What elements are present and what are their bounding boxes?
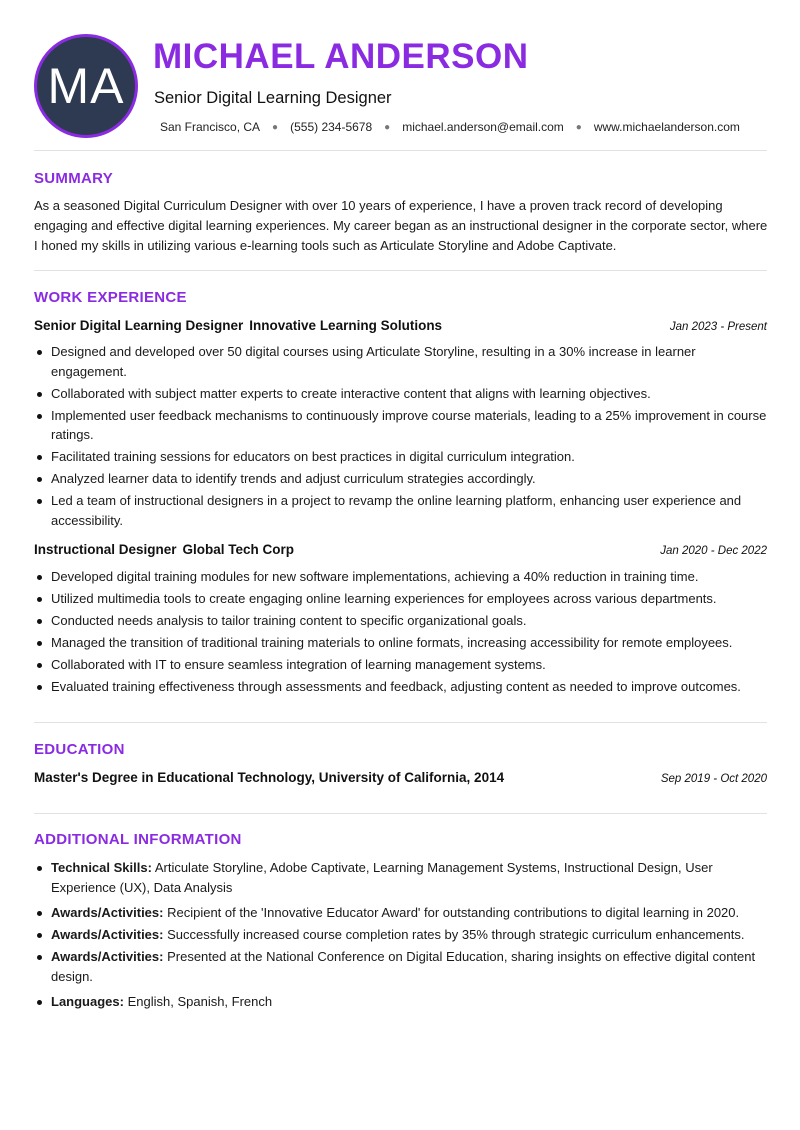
item-text: English, Spanish, French [127, 994, 273, 1009]
list-item [34, 925, 769, 945]
job-role: Instructional Designer [34, 542, 177, 557]
education-dates: Sep 2019 - Oct 2020 [660, 773, 767, 785]
bullet-separator-icon: ● [384, 121, 391, 133]
summary-text: As a seasoned Digital Curriculum Designer with over 10 years of experience, I have a proven track record of developing engaging and effective digital learning experiences. My career began as an instructional designer in the corporate sector, where I honed my skills in utilizing various e-learning tools such as Articulate Storyline and Adobe Captivate. [34, 198, 768, 253]
contact-line [160, 120, 740, 134]
item-text: Successfully increased course completion rates by 35% through strategic curriculum enhancements. [167, 927, 745, 942]
list-item [34, 992, 769, 1012]
list-item: Conducted needs analysis to tailor training content to specific organizational goals. [34, 611, 769, 631]
education-entry [34, 770, 767, 785]
additional-info-heading: ADDITIONAL INFORMATION [34, 831, 242, 848]
list-item: Collaborated with IT to ensure seamless integration of learning management systems. [34, 655, 769, 675]
list-item [34, 947, 769, 986]
list-item: Led a team of instructional designers in a project to revamp the online learning platform, enhancing user experience and accessibility. [34, 491, 769, 530]
education-heading: EDUCATION [34, 741, 125, 758]
job-header [34, 318, 767, 333]
list-item: Analyzed learner data to identify trends and adjust curriculum strategies accordingly. [34, 469, 769, 489]
section-divider [34, 813, 767, 814]
work-experience-heading: WORK EXPERIENCE [34, 289, 187, 306]
education-degree: Master's Degree in Educational Technology, University of California, 2014 [34, 770, 505, 785]
item-text: Articulate Storyline, Adobe Captivate, Learning Management Systems, Instructional Design, User Experience (UX), Data Analysis [51, 860, 713, 895]
list-item: Managed the transition of traditional training materials to online formats, increasing accessibility for remote employees. [34, 633, 769, 653]
candidate-title: Senior Digital Learning Designer [154, 89, 392, 107]
list-item: Collaborated with subject matter experts to create interactive content that aligns with learning objectives. [34, 384, 769, 404]
item-label: Awards/Activities: [51, 905, 164, 920]
list-item: Developed digital training modules for new software implementations, achieving a 40% reduction in training time. [34, 567, 769, 587]
job-bullet-list [34, 342, 769, 533]
item-text: Recipient of the 'Innovative Educator Award' for outstanding contributions to digital learning in 2020. [167, 905, 740, 920]
bullet-separator-icon: ● [575, 121, 582, 133]
list-item: Implemented user feedback mechanisms to continuously improve course materials, leading to a 25% improvement in course ratings. [34, 406, 769, 445]
job-role: Senior Digital Learning Designer [34, 318, 244, 333]
list-item: Designed and developed over 50 digital courses using Articulate Storyline, resulting in a 30% increase in learner engagement. [34, 342, 769, 381]
job-header [34, 542, 767, 557]
candidate-name: MICHAEL ANDERSON [153, 37, 529, 76]
list-item: Utilized multimedia tools to create engaging online learning experiences for employees across various departments. [34, 589, 769, 609]
item-label: Awards/Activities: [51, 927, 164, 942]
avatar-initials: MA [47, 58, 125, 114]
section-divider [34, 150, 767, 151]
contact-email[interactable]: michael.anderson@email.com [402, 120, 564, 134]
list-item [34, 858, 769, 897]
contact-location: San Francisco, CA [160, 120, 261, 134]
avatar [34, 34, 138, 138]
summary-heading: SUMMARY [34, 170, 114, 187]
item-text: Presented at the National Conference on Digital Education, sharing insights on effective digital content design. [51, 949, 756, 984]
item-label: Technical Skills: [51, 860, 152, 875]
contact-phone: (555) 234-5678 [290, 120, 373, 134]
list-item [34, 903, 769, 923]
job-title-company [34, 318, 442, 333]
job-company: Global Tech Corp [182, 542, 295, 557]
job-bullet-list [34, 567, 769, 699]
job-dates: Jan 2020 - Dec 2022 [660, 545, 767, 557]
list-item: Facilitated training sessions for educators on best practices in digital curriculum integration. [34, 447, 769, 467]
additional-info-list [34, 858, 769, 1014]
contact-website[interactable]: www.michaelanderson.com [593, 120, 740, 134]
section-divider [34, 270, 767, 271]
list-item: Evaluated training effectiveness through assessments and feedback, adjusting content as needed to improve outcomes. [34, 677, 769, 697]
job-dates: Jan 2023 - Present [669, 321, 767, 333]
item-label: Awards/Activities: [51, 949, 164, 964]
item-label: Languages: [51, 994, 124, 1009]
job-title-company [34, 542, 294, 557]
section-divider [34, 722, 767, 723]
bullet-separator-icon: ● [272, 121, 279, 133]
job-company: Innovative Learning Solutions [249, 318, 443, 333]
